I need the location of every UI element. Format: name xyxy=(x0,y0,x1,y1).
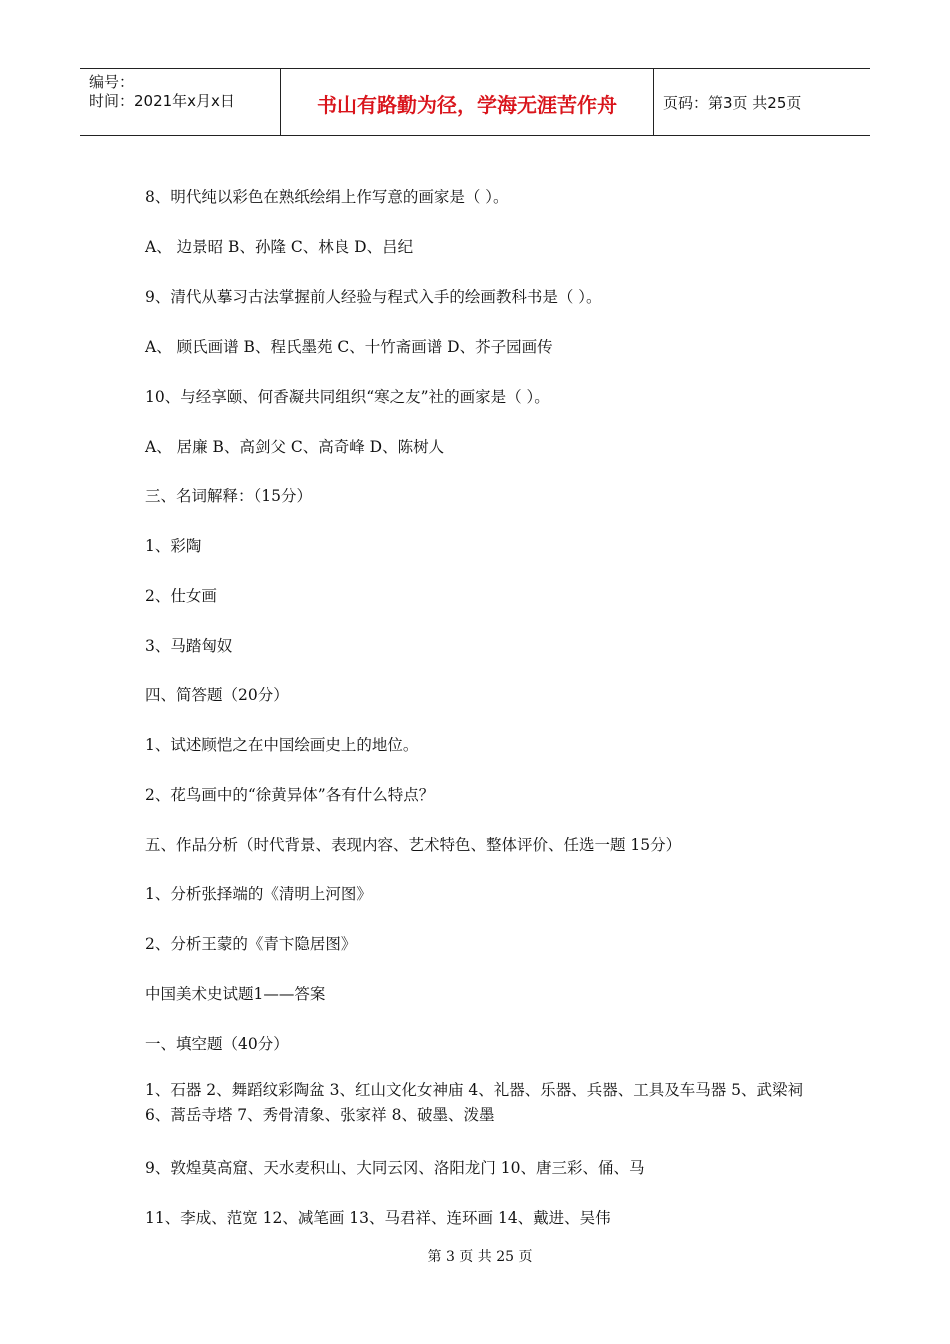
header-meta xyxy=(80,69,281,135)
answer-paragraph-1: 1、石器 2、舞蹈纹彩陶盆 3、红山文化女神庙 4、礼器、乐器、兵器、工具及车马器 5、武梁祠 6、蒿岳寺塔 7、秀骨清象、张家祥 8、破墨、泼墨 xyxy=(145,1081,804,1124)
section-3-heading: 三、名词解释：（15分） xyxy=(145,487,312,505)
term-1: 1、彩陶 xyxy=(145,537,202,555)
section-4-heading: 四、简答题（20分） xyxy=(145,686,289,704)
analysis-2: 2、分析王蒙的《青卞隐居图》 xyxy=(145,935,357,953)
question-9-options: A、 顾氏画谱 B、程氏墨苑 C、十竹斋画谱 D、芥子园画传 xyxy=(145,338,553,356)
answer-section-1-heading: 一、填空题（40分） xyxy=(145,1035,289,1053)
page-footer: 第 3 页 共 25 页 xyxy=(427,1249,533,1265)
answer-title: 中国美术史试题1——答案 xyxy=(145,985,326,1003)
question-10-options: A、 居廉 B、高剑父 C、高奇峰 D、陈树人 xyxy=(145,438,445,456)
header-motto: 书山有路勤为径，学海无涯苦作舟 xyxy=(281,69,654,135)
header-page-info: 页码：第3页 共25页 xyxy=(663,93,802,112)
time-label: 时间：2021年x月x日 xyxy=(89,92,235,110)
question-9: 9、清代从摹习古法掌握前人经验与程式入手的绘画教科书是（ ）。 xyxy=(145,288,602,306)
question-10: 10、与经享颐、何香凝共同组织“寒之友”社的画家是（ ）。 xyxy=(145,388,550,406)
question-8: 8、明代纯以彩色在熟纸绘绢上作写意的画家是（ ）。 xyxy=(145,188,509,206)
number-label: 编号： xyxy=(89,73,135,91)
page-header xyxy=(80,68,870,136)
short-answer-2: 2、花鸟画中的“徐黄异体”各有什么特点？ xyxy=(145,786,435,804)
section-5-heading: 五、作品分析（时代背景、表现内容、艺术特色、整体评价、任选一题 15分） xyxy=(145,836,682,854)
answer-line-9: 9、敦煌莫高窟、天水麦积山、大同云冈、洛阳龙门 10、唐三彩、俑、马 xyxy=(145,1159,645,1177)
term-3: 3、马踏匈奴 xyxy=(145,637,233,655)
analysis-1: 1、分析张择端的《清明上河图》 xyxy=(145,885,372,903)
answer-line-11: 11、李成、范宽 12、减笔画 13、马君祥、连环画 14、戴进、吴伟 xyxy=(145,1209,611,1227)
question-8-options: A、 边景昭 B、孙隆 C、林良 D、吕纪 xyxy=(145,238,414,256)
short-answer-1: 1、试述顾恺之在中国绘画史上的地位。 xyxy=(145,736,419,754)
term-2: 2、仕女画 xyxy=(145,587,217,605)
